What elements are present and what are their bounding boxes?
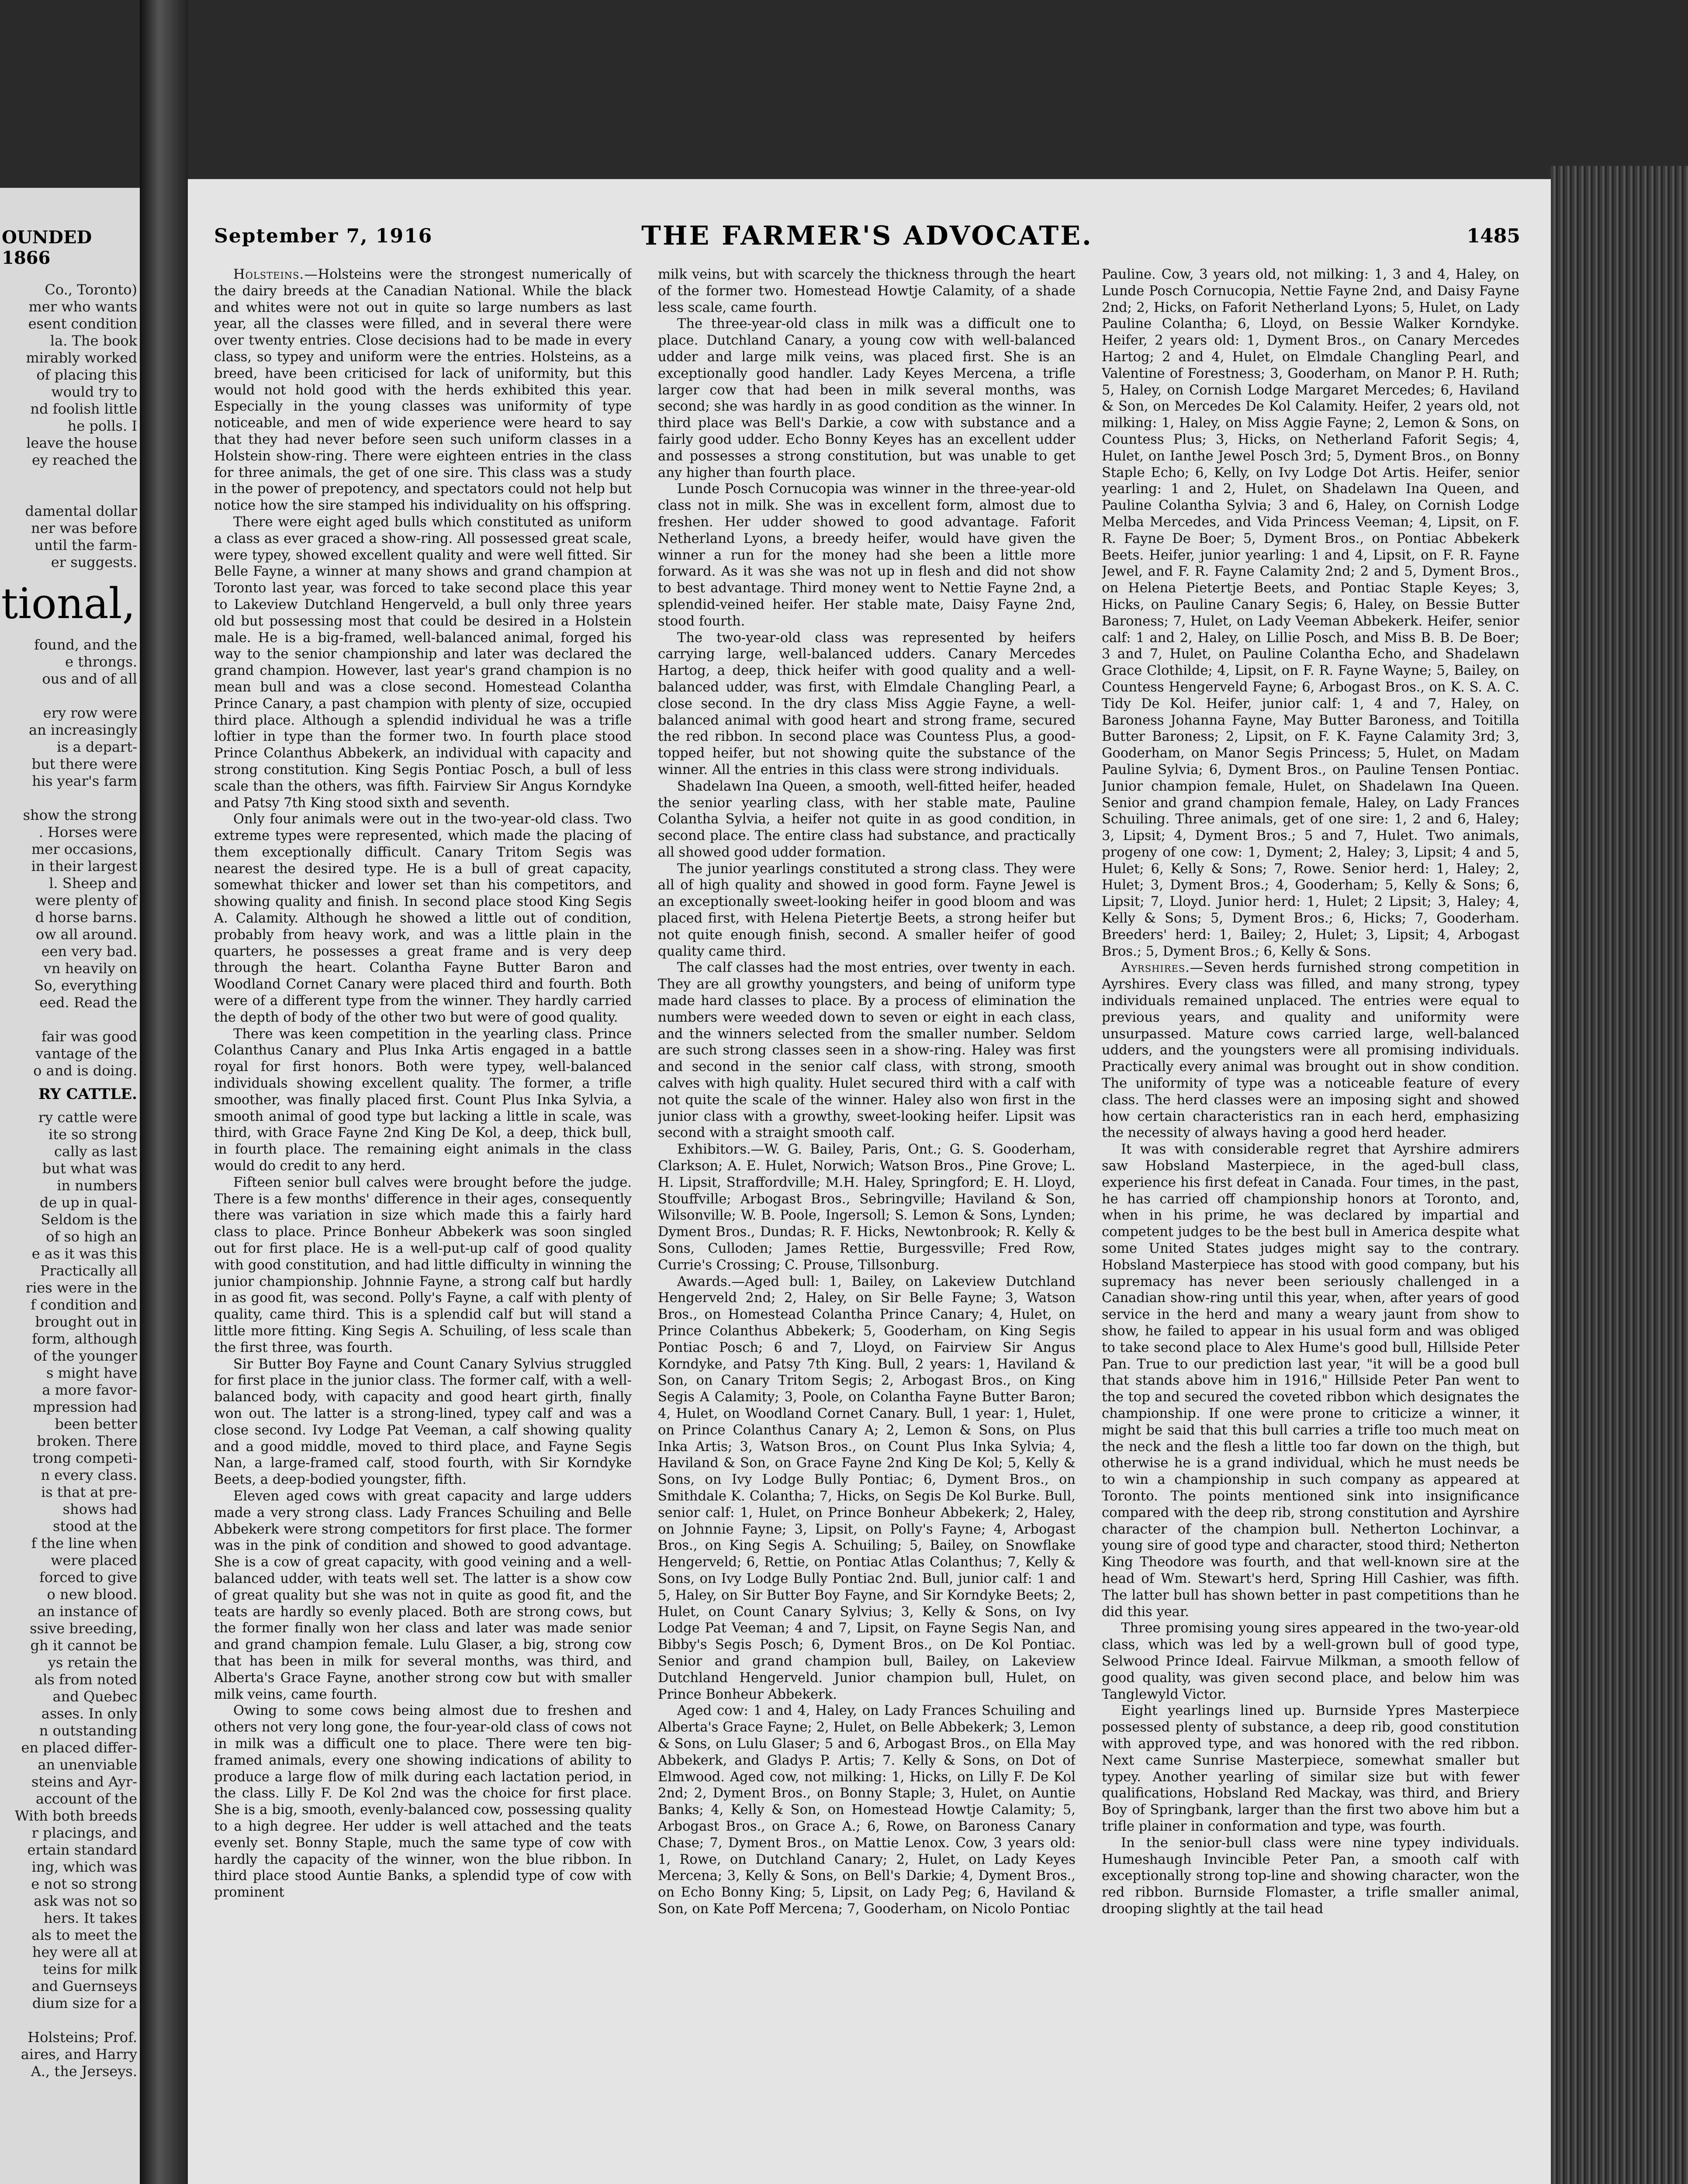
paragraph-text: Fifteen senior bull calves were brought before the judge. There is a few months' difference in their ages, consequently there was variation in size which made this a fairly hard class to place. Prince Bonheur Abbekerk was soon singled out for first place. He is a well-put-up calf of good quality with good constitution, and had little difficulty in winning the junior championship. Johnnie Fayne, a strong calf but hardly in as good fit, was second. Polly's Fayne, a calf with plenty of quality, came third. This is a splendid calf but will stand a little more fitting. King Segis A. Schuiling, of less scale than the first three, was fourth. xyxy=(214,1175,632,1355)
paragraph-text: It was with considerable regret that Ayrshire admirers saw Hobsland Masterpiece, in the aged-bull class, experience his first defeat in Canada. Four times, in the past, he has carried off championship honors at Toronto, and, when in his prime, he was declared by impartial and competent judges to be the best bull in America despite what some United States judges might say to the contrary. Hobsland Masterpiece has stood with good company, but his supremacy has never been seriously challenged in a Canadian show-ring until this year, when, after years of good service in the herd and many a weary jaunt from show to show, he failed to appear in his usual form and was obliged to take second place to Alex Hume's good bull, Hillside Peter Pan. True to our prediction last year, "it will be a good bull that stands above him in 1916," Hillside Peter Pan went to the top and secured the coveted ribbon which designates the championship. If one were prone to criticize a winner, it might be said that this bull carries a trifle too much meat on the neck and the flesh a little too far down on the thigh, but otherwise he is a grand individual, which he must needs be to win a championship in such company as appeared at Toronto. The points mentioned sink into insignificance compared with the deep rib, strong constitution and Ayrshire character of the champion bull. Netherton Lochinvar, a young sire of good type and character, stood third; Netherton King Theodore was fourth, and that well-known sire at the head of Wm. Stewart's herd, Spring Hill Cashier, was fifth. The latter bull has shown better in past competitions than he did this year. xyxy=(1102,1142,1519,1620)
facing-text-line: stood at the xyxy=(53,1518,137,1534)
facing-text-line: an instance of xyxy=(38,1603,137,1620)
paragraph-text: In the senior-bull class were nine typey individuals. Humeshaugh Invincible Peter Pan, a smooth calf with exceptionally strong top-line and showing character, won the red ribbon. Burnside Flomaster, a trifle smaller animal, drooping slightly at the tail head xyxy=(1102,1835,1519,1917)
facing-page-subheading: RY CATTLE. xyxy=(38,1085,137,1103)
article-paragraph xyxy=(214,1488,632,1703)
article-paragraph xyxy=(1102,1141,1519,1620)
facing-text-line: gh it cannot be xyxy=(30,1637,137,1654)
facing-page-header: OUNDED 1866 xyxy=(2,227,92,268)
facing-text-line: ing, which was xyxy=(31,1859,137,1875)
article-columns xyxy=(214,266,1520,2184)
facing-text-line xyxy=(0,790,140,807)
paragraph-text: Owing to some cows being almost due to freshen and others not very long gone, the four-year-old class of cows not in milk was a difficult one to place. There were ten big-framed animals, every one showing indications of ability to produce a large flow of milk during each lactation period, in the class. Lilly F. De Kol 2nd was the choice for first place. She is a big, smooth, evenly-balanced cow, possessing quality to a high degree. Her udder is well attached and the teats evenly set. Bonny Staple, much the same type of cow with hardly the capacity of the winner, won the blue ribbon. In third place stood Auntie Banks, a splendid type of cow with prominent xyxy=(214,1703,632,1901)
facing-text-line: e not so strong xyxy=(31,1876,137,1892)
article-paragraph xyxy=(1102,1620,1519,1703)
facing-text-line: l. Sheep and xyxy=(49,875,137,892)
facing-page xyxy=(0,188,140,2184)
facing-text-line: ertain standard xyxy=(27,1842,137,1858)
facing-text-line: in numbers xyxy=(57,1177,137,1194)
paragraph-text: Pauline. Cow, 3 years old, not milking: 1, 3 and 4, Haley, on Lunde Posch Cornucopia, Nettie Fayne 2nd, and Daisy Fayne 2nd; 2, Hicks, on Faforit Netherland Lyons; 5, Hulet, on Lady Pauline Colantha; 6, Lloyd, on Bessie Walker Korndyke. Heifer, 2 years old: 1, Dyment Bros., on Canary Mercedes Hartog; 2 and 4, Hulet, on Elmdale Changling Pearl, and Valentine of Forestness; 3, Gooderham, on Manor P. H. Ruth; 5, Haley, on Cornish Lodge Margaret Mercedes; 6, Haviland & Son, on Mercedes De Kol Calamity. Heifer, 2 years old, not milking: 1, Haley, on Miss Aggie Fayne; 2, Lemon & Sons, on Countess Plus; 3, Hicks, on Netherland Faforit Segis; 4, Hulet, on Ianthe Jewel Posch 3rd; 5, Dyment Bros., on Bonny Staple Echo; 6, Kelly, on Ivy Lodge Dot Artis. Heifer, senior yearling: 1 and 2, Hulet, on Shadelawn Ina Queen, and Pauline Colantha Sylvia; 3 and 6, Haley, on Cornish Lodge Melba Mercedes, and Vida Princess Veeman; 4, Lipsit, on F. R. Fayne De Boer; 5, Dyment Bros., on Pontiac Abbekerk Beets. Heifer, junior yearling: 1 and 4, Lipsit, on F. R. Fayne Jewel, and F. R. Fayne Calamity 2nd; 2 and 5, Dyment Bros., on Helena Pietertje Beets, and Pontiac Staple Keyes; 3, Hicks, on Pauline Canary Segis; 6, Haley, on Bessie Butter Baroness; 7, Hulet, on Lady Veeman Abbekerk. Heifer, senior calf: 1 and 2, Haley, on Lillie Posch, and Miss B. B. De Boer; 3 and 7, Hulet, on Pauline Colantha Echo, and Shadelawn Grace Clothilde; 4, Lipsit, on F. R. Fayne Wayne; 5, Bailey, on Countess Hengerveld Fayne; 6, Arbogast Bros., on K. S. A. C. Tidy De Kol. Heifer, junior calf: 1, 4 and 7, Haley, on Baroness Johanna Fayne, May Butter Baroness, and Toitilla Butter Baroness; 2, Lipsit, on F. K. Fayne Calamity 3rd; 3, Gooderham, on Manor Segis Princess; 5, Hulet, on Madam Pauline Sylvia; 6, Dyment Bros., on Pauline Tensen Pontiac. Junior champion female, Hulet, on Shadelawn Ina Queen. Senior and grand champion female, Haley, on Lady Frances Schuiling. Three animals, get of one sire: 1, 2 and 6, Haley; 3, Lipsit; 4, Dyment Bros.; 5 and 7, Hulet. Two animals, progeny of one cow: 1, Dyment; 2, Haley; 3, Lipsit; 4 and 5, Hulet; 6, Kelly & Sons; 7, Rowe. Senior herd: 1, Haley; 2, Hulet; 3, Dyment Bros.; 4, Gooderham; 5, Kelly & Sons; 6, Lipsit; 7, Lloyd. Junior herd: 1, Hulet; 2 Lipsit; 3, Haley; 4, Kelly & Sons; 5, Dyment Bros.; 6, Hicks; 7, Gooderham. Breeders' herd: 1, Bailey; 2, Hulet; 3, Lipsit; 4, Arbogast Bros.; 5, Dyment Bros.; 6, Kelly & Sons. xyxy=(1102,267,1519,959)
facing-text-line: n outstanding xyxy=(39,1722,137,1739)
article-paragraph xyxy=(214,1356,632,1488)
facing-text-line: trong competi- xyxy=(32,1450,137,1466)
facing-text-line: vn heavily on xyxy=(43,960,137,977)
facing-text-line: would try to xyxy=(51,384,137,400)
paragraph-text: The two-year-old class was represented by heifers carrying large, well-balanced udders. Canary Mercedes Hartog, a deep, thick heifer with good quality and a well-balanced udder, was first, with Elmdale Changling Pearl, a close second. In the dry class Miss Aggie Fayne, a well-balanced animal with good heart and strong frame, secured the red ribbon. In second place was Countess Plus, a good-topped heifer, but not showing quite the substance of the winner. All the entries in this class were strong individuals. xyxy=(658,630,1076,778)
facing-text-block-top xyxy=(0,281,140,469)
facing-text-line: show the strong xyxy=(23,807,137,823)
facing-text-line: So, everything xyxy=(34,977,137,994)
facing-text-line: f the line when xyxy=(31,1535,137,1552)
paragraph-text: Only four animals were out in the two-year-old class. Two extreme types were represented, which made the placing of them exceptionally difficult. Canary Tritom Segis was nearest the desired type. He is a bull of great capacity, somewhat thicker and lower set than his competitors, and showing quality and finish. In second place stood King Segis A. Calamity. Although he showed a little out of condition, probably from heavy work, and was a little plain in the quarters, he possesses a great frame and is very deep through the heart. Colantha Fayne Butter Baron and Woodland Cornet Canary were placed third and fourth. Both were of a different type from the winner. They hardly carried the depth of body of the other two but were of good quality. xyxy=(214,812,632,1025)
facing-text-line: ous and of all xyxy=(42,670,137,687)
facing-text-line: . Horses were xyxy=(38,824,137,840)
facing-text-line: and Guernseys xyxy=(31,1978,137,1994)
facing-text-line: of the younger xyxy=(33,1348,137,1364)
facing-text-line: ite so strong xyxy=(48,1126,137,1143)
paragraph-text: Exhibitors.—W. G. Bailey, Paris, Ont.; G. S. Gooderham, Clarkson; A. E. Hulet, Norwich; Watson Bros., Pine Grove; L. H. Lipsit, Straffordville; M.H. Haley, Springford; E. H. Lloyd, Stouffville; Arbogast Bros., Sebringville; Haviland & Son, Wilsonville; W. B. Poole, Ingersoll; S. Lemon & Sons, Lynden; Dyment Bros., Dundas; R. F. Hicks, Newtonbrook; R. Kelly & Sons, Culloden; James Rettie, Burgessville; Fred Row, Currie's Crossing; C. Prouse, Tillsonburg. xyxy=(658,1142,1076,1273)
facing-text-line: steins and Ayr- xyxy=(31,1773,137,1790)
paragraph-text: Seven herds furnished strong competition in Ayrshires. Every class was filled, and many strong, typey individuals remained unplaced. The entries were equal to previous years, and quality and uniformity were unsurpassed. Mature cows carried large, well-balanced udders, and the youngsters were all promising individuals. Practically every animal was brought out in show condition. The uniformity of type was a noticeable feature of every class. The herd classes were an imposing sight and showed how certain characteristics ran in each herd, emphasizing the necessity of always having a good herd header. xyxy=(1102,960,1519,1141)
facing-text-line: A., the Jerseys. xyxy=(31,2063,137,2080)
facing-text-line: until the farm- xyxy=(35,537,137,553)
publication-title: THE FARMER'S ADVOCATE. xyxy=(641,221,1093,251)
paragraph-text: There were eight aged bulls which constituted as uniform a class as ever graced a show-ring. All possessed great scale, were typey, showed excellent quality and were well fitted. Sir Belle Fayne, a winner at many shows and grand champion at Toronto last year, was forced to take second place this year to Lakeview Dutchland Hengerveld, a bull only three years old but possessing most that could be desired in a Holstein male. He is a big-framed, well-balanced animal, forged his way to the senior championship and later was declared the grand champion. However, last year's grand champion is no mean bull and was a close second. Homestead Colantha Prince Canary, a past champion with plenty of size, occupied third place. Although a splendid individual he was a trifle loftier in type than the former two. In fourth place stood Prince Colanthus Abbekerk, an individual with capacity and strong constitution. King Segis Pontiac Posch, a bull of less scale than the others, was fifth. Fairview Sir Angus Korndyke and Patsy 7th King stood sixth and seventh. xyxy=(214,514,632,811)
facing-text-line: leave the house xyxy=(26,435,137,451)
paragraph-text: Shadelawn Ina Queen, a smooth, well-fitted heifer, headed the senior yearling class, with her stable mate, Pauline Colantha Sylvia, a heifer not quite in as good condition, in second place. The entire class had substance, and practically all showed good udder formation. xyxy=(658,778,1076,860)
article-paragraph xyxy=(1102,266,1519,960)
column-3 xyxy=(1102,266,1519,2184)
paragraph-text: The three-year-old class in milk was a difficult one to place. Dutchland Canary, a young cow with well-balanced udder and large milk veins, was placed first. She is an exceptionally good handler. Lady Keyes Mercena, a trifle larger cow that had been in milk several months, was second; she was hardly in as good condition as the winner. In third place was Bell's Darkie, a cow with substance and a fairly good udder. Echo Bonny Keyes has an excellent udder and possesses a strong constitution, but was unable to get any higher than fourth place. xyxy=(658,316,1076,480)
article-paragraph xyxy=(658,1141,1076,1273)
facing-text-line: of so high an xyxy=(46,1228,137,1245)
facing-text-line: n every class. xyxy=(41,1467,137,1483)
facing-text-line: were placed xyxy=(51,1552,137,1569)
facing-text-line: als from noted xyxy=(35,1671,137,1688)
paragraph-text: Eleven aged cows with great capacity and large udders made a very strong class. Lady Frances Schuiling and Belle Abbekerk were strong competitors for first place. The former was in the pink of condition and showed to good advantage. She is a cow of great capacity, with good veining and a well-balanced udder, with teats well set. The latter is a show cow of great quality but she was not in quite as good fit, and the teats are hardly so evenly placed. Both are strong cows, but the former finally won her class and later was made senior and grand champion female. Lulu Glaser, a big, strong cow that has been in milk for several months, was third, and Alberta's Grace Fayne, another strong cow but with smaller milk veins, came fourth. xyxy=(214,1488,632,1702)
facing-text-line: is that at pre- xyxy=(41,1484,137,1500)
facing-text-line: ow all around. xyxy=(35,926,137,943)
facing-text-line: o new blood. xyxy=(47,1586,137,1603)
article-paragraph xyxy=(1102,1835,1519,1918)
issue-date: September 7, 1916 xyxy=(214,225,433,247)
facing-text-line: e throngs. xyxy=(65,653,137,670)
facing-text-line: shows had xyxy=(62,1501,137,1517)
article-paragraph xyxy=(658,1274,1076,1703)
facing-text-line: ner was before xyxy=(31,520,137,536)
facing-text-line: of placing this xyxy=(36,366,137,383)
article-paragraph xyxy=(214,514,632,811)
facing-text-line: found, and the xyxy=(34,636,137,653)
facing-text-line: but there were xyxy=(31,756,137,772)
article-paragraph xyxy=(658,481,1076,629)
facing-text-line: and Quebec xyxy=(52,1688,137,1705)
facing-text-line: an increasingly xyxy=(29,722,137,738)
facing-text-line: Seldom is the xyxy=(41,1211,137,1228)
facing-text-line: o and is doing. xyxy=(33,1062,137,1079)
facing-text-line: he polls. I xyxy=(67,418,137,434)
book-gutter xyxy=(140,0,188,2184)
article-paragraph xyxy=(214,1026,632,1175)
facing-text-line: ey reached the xyxy=(31,452,137,468)
article-paragraph xyxy=(214,266,632,514)
paragraph-text: Sir Butter Boy Fayne and Count Canary Sylvius struggled for first place in the junior class. The former calf, with a well-balanced body, with capacity and good heart girth, finally won out. The latter is a strong-lined, typey calf and was a close second. Ivy Lodge Pat Veeman, a calf showing quality and a good middle, moved to third place, and Fayne Segis Nan, a large-framed calf, stood fourth, with Sir Korndyke Beets, a deep-bodied youngster, fifth. xyxy=(214,1356,632,1488)
facing-text-line: an unenviable xyxy=(38,1756,137,1773)
article-paragraph xyxy=(1102,960,1519,1141)
facing-text-line: mpression had xyxy=(33,1399,137,1415)
facing-text-line: account of the xyxy=(35,1790,137,1807)
paragraph-text: milk veins, but with scarcely the thickness through the heart of the former two. Homestead Howtje Calamity, of a shade less scale, came fourth. xyxy=(658,267,1076,315)
facing-text-line xyxy=(0,688,140,705)
article-paragraph xyxy=(1102,1703,1519,1835)
facing-text-line: damental dollar xyxy=(25,503,137,519)
facing-text-line: hey were all at xyxy=(32,1944,137,1960)
facing-text-line: been better xyxy=(55,1416,137,1432)
facing-text-line: mer occasions, xyxy=(31,841,137,857)
facing-text-line: is a depart- xyxy=(56,739,137,755)
facing-text-line: e as it was this xyxy=(31,1245,137,1262)
facing-text-line: Practically all xyxy=(40,1262,137,1279)
facing-text-line: teins for milk xyxy=(42,1961,137,1977)
facing-text-line: aires, and Harry xyxy=(21,2046,137,2063)
facing-text-line: asses. In only xyxy=(41,1705,137,1722)
article-paragraph xyxy=(214,811,632,1026)
facing-page-big-heading: tional, xyxy=(1,579,135,628)
facing-text-line: Holsteins; Prof. xyxy=(28,2029,137,2046)
page-number: 1485 xyxy=(1467,225,1520,247)
facing-text-line: a more favor- xyxy=(42,1382,137,1398)
article-paragraph xyxy=(658,630,1076,778)
section-runin-heading: Ayrshires.— xyxy=(1121,960,1204,976)
paragraph-text: There was keen competition in the yearling class. Prince Colanthus Canary and Plus Inka Artis engaged in a battle royal for first honors. Both were typey, well-balanced individuals showing excellent quality. The former, a trifle smoother, was finally placed first. Count Plus Inka Sylvia, a smooth animal of good type but lacking a little in scale, was third, with Grace Fayne 2nd King De Kol, a deep, thick bull, in fourth place. The remaining eight animals in the class would do credit to any herd. xyxy=(214,1026,632,1174)
facing-text-line: dium size for a xyxy=(32,1995,137,2011)
paragraph-text: Aged cow: 1 and 4, Haley, on Lady Frances Schuiling and Alberta's Grace Fayne; 2, Hulet, on Belle Abbekerk; 3, Lemon & Sons, on Lulu Glaser; 5 and 6, Arbogast Bros., on Ella May Abbekerk, and Gladys P. Artis; 7. Kelly & Sons, on Dot of Elmwood. Aged cow, not milking: 1, Hicks, on Lilly F. De Kol 2nd; 2, Dyment Bros., on Bonny Staple; 3, Hulet, on Auntie Banks; 4, Kelly & Son, on Homestead Howtje Calamity; 5, Arbogast Bros., on Grace A.; 6, Rowe, on Baroness Canary Chase; 7, Dyment Bros., on Mattie Lenox. Cow, 3 years old: 1, Rowe, on Dutchland Canary; 2, Hulet, on Lady Keyes Mercena; 3, Kelly & Sons, on Bell's Darkie; 4, Dyment Bros., on Echo Bonny King; 5, Lipsit, on Lady Peg; 6, Haviland & Son, on Kate Poff Mercena; 7, Gooderham, on Nicolo Pontiac xyxy=(658,1703,1076,1917)
paragraph-text: The calf classes had the most entries, over twenty in each. They are all growthy youngsters, and being of uniform type made hard classes to place. By a process of elimination the numbers were weeded down to seven or eight in each class, and the winners selected from the smaller number. Seldom are such strong classes seen in a show-ring. Haley was first and second in the senior calf class, with strong, smooth calves with high quality. Hulet secured third with a calf with not quite the scale of the winner. Haley also won first in the junior class with a growthy, sweet-looking heifer. Lipsit was second with a straight smooth calf. xyxy=(658,960,1076,1141)
facing-text-line: d horse barns. xyxy=(35,909,137,926)
facing-text-line: but what was xyxy=(42,1160,137,1177)
facing-text-line: Co., Toronto) xyxy=(45,281,137,298)
column-1 xyxy=(214,266,632,2184)
facing-text-block-a xyxy=(0,636,140,1079)
facing-text-line: de up in qual- xyxy=(39,1194,137,1211)
paragraph-text: The junior yearlings constituted a strong class. They were all of high quality and showed in good form. Fayne Jewel is an exceptionally sweet-looking heifer in good bloom and was placed first, with Helena Pietertje Beets, a strong heifer but not quite enough finish, second. A smaller heifer of good quality came third. xyxy=(658,861,1076,959)
facing-text-line: nd foolish little xyxy=(30,401,137,417)
facing-text-line: broken. There xyxy=(37,1433,137,1449)
section-runin-heading: Holsteins.— xyxy=(233,267,318,282)
main-page xyxy=(188,179,1551,2184)
facing-text-line: With both breeds xyxy=(14,1807,137,1824)
paragraph-text: Awards.—Aged bull: 1, Bailey, on Lakeview Dutchland Hengerveld 2nd; 2, Haley, on Sir Belle Fayne; 3, Watson Bros., on Homestead Colantha Prince Canary; 4, Hulet, on Prince Colanthus Abbekerk; 5, Gooderham, on King Segis Pontiac Posch; 6 and 7, Lloyd, on Fairview Sir Angus Korndyke, and Patsy 7th King. Bull, 2 years: 1, Haviland & Son, on Canary Tritom Segis; 2, Arbogast Bros., on King Segis A Calamity; 3, Poole, on Colantha Fayne Butter Baron; 4, Hulet, on Woodland Cornet Canary. Bull, 1 year: 1, Hulet, on Prince Colanthus Canary A; 2, Lemon & Sons, on Plus Inka Artis; 3, Watson Bros., on Count Plus Inka Sylvia; 4, Haviland & Son, on Grace Fayne 2nd King De Kol; 5, Kelly & Sons, on Ivy Lodge Bully Pontiac; 6, Dyment Bros., on Smithdale K. Colantha; 7, Hicks, on Segis De Kol Burke. Bull, senior calf: 1, Hulet, on Prince Bonheur Abbekerk; 2, Haley, on Johnnie Fayne; 3, Lipsit, on Polly's Fayne; 4, Arbogast Bros., on King Segis A. Schuiling; 5, Bailey, on Snowflake Hengerveld; 6, Rettie, on Pontiac Atlas Colanthus; 7, Kelly & Sons, on Ivy Lodge Bully Pontiac 2nd. Bull, junior calf: 1 and 5, Haley, on Sir Butter Boy Fayne, and Sir Korndyke Beets; 2, Hulet, on Count Canary Sylvius; 3, Kelly & Sons, on Ivy Lodge Pat Veeman; 4 and 7, Lipsit, on Fayne Segis Nan, and Bibby's Segis Posch; 6, Dyment Bros., on De Kol Pontiac. Senior and grand champion bull, Bailey, on Lakeview Dutchland Hengerveld. Junior champion bull, Hulet, on Prince Bonheur Abbekerk. xyxy=(658,1274,1076,1702)
facing-text-line: ries were in the xyxy=(25,1279,137,1296)
facing-text-block-b xyxy=(0,1109,140,2080)
paragraph-text: Three promising young sires appeared in the two-year-old class, which was led by a well-grown bull of good type, Selwood Prince Ideal. Fairvue Milkman, a smooth fellow of good quality, was given second place, and below him was Tanglewyld Victor. xyxy=(1102,1621,1519,1702)
facing-text-line: f condition and xyxy=(31,1296,137,1313)
article-paragraph xyxy=(214,1703,632,1901)
facing-text-line: er suggests. xyxy=(51,554,137,570)
facing-text-line: mer who wants xyxy=(28,298,137,315)
facing-text-line: forced to give xyxy=(39,1569,137,1586)
facing-text-line: en placed differ- xyxy=(21,1739,137,1756)
paragraph-text: Eight yearlings lined up. Burnside Ypres Masterpiece possessed plenty of substance, a deep rib, good constitution with approved type, and was honored with the red ribbon. Next came Sunrise Masterpiece, somewhat smaller but typey. Another yearling of similar size but with fewer qualifications, Hobsland Red Mackay, was third, and Briery Boy of Springbank, larger than the first two above him but a trifle plainer in conformation and type, was fourth. xyxy=(1102,1703,1519,1834)
facing-text-line: ery row were xyxy=(43,705,137,721)
facing-text-line: hers. It takes xyxy=(44,1910,137,1926)
facing-text-line: ys retain the xyxy=(48,1654,137,1671)
running-head xyxy=(214,221,1520,251)
facing-text-line: mirably worked xyxy=(26,349,137,366)
article-paragraph xyxy=(658,316,1076,481)
facing-text-line: were plenty of xyxy=(35,892,137,909)
paragraph-text: Holsteins were the strongest numerically of the dairy breeds at the Canadian National. While the black and whites were not out in quite so large numbers as last year, all the classes were filled, and in several there were over twenty entries. Close decisions had to be made in every class, so typey and uniform were the entries. Holsteins, as a breed, have been criticised for lack of uniformity, but this would not hold good with the herds exhibited this year. Especially in the young classes was uniformity of type noticeable, and men of wide experience were heard to say that they had never before seen such uniform classes in a Holstein show-ring. There were eighteen entries in the class for three animals, the get of one sire. This class was a study in the power of prepotency, and spectators could not help but notice how the sire stamped his individuality on his offspring. xyxy=(214,267,632,514)
facing-text-line: s might have xyxy=(46,1365,137,1381)
facing-text-line xyxy=(0,2012,140,2029)
facing-text-line: his year's farm xyxy=(32,773,137,789)
article-paragraph xyxy=(658,1703,1076,1917)
facing-text-line: eed. Read the xyxy=(39,994,137,1011)
facing-text-line: form, although xyxy=(32,1330,137,1347)
facing-text-line: in their largest xyxy=(31,858,137,874)
column-2 xyxy=(658,266,1076,2184)
paragraph-text: Lunde Posch Cornucopia was winner in the three-year-old class not in milk. She was in excellent form, almost due to freshen. Her udder showed to good advantage. Faforit Netherland Lyons, a breedy heifer, would have given the winner a run for the money had she been a little more forward. As it was she was not up in flesh and did not show to best advantage. Third money went to Nettie Fayne 2nd, a splendid-veined heifer. Her stable mate, Daisy Fayne 2nd, stood fourth. xyxy=(658,481,1076,629)
facing-text-line: als to meet the xyxy=(31,1927,137,1943)
facing-text-line: r placings, and xyxy=(31,1825,137,1841)
facing-text-block-mid xyxy=(0,503,140,571)
facing-text-line: fair was good xyxy=(41,1028,137,1045)
article-paragraph xyxy=(658,861,1076,960)
article-paragraph xyxy=(658,266,1076,316)
article-paragraph xyxy=(214,1175,632,1356)
book-page-edges xyxy=(1551,166,1688,2184)
article-paragraph xyxy=(658,778,1076,861)
facing-text-line: vantage of the xyxy=(35,1045,137,1062)
facing-text-line: ssive breeding, xyxy=(30,1620,137,1637)
facing-text-line: esent condition xyxy=(28,315,137,332)
facing-text-line: ask was not so xyxy=(34,1893,137,1909)
facing-text-line: ry cattle were xyxy=(38,1109,137,1126)
facing-text-line: cally as last xyxy=(54,1143,137,1160)
facing-text-line: brought out in xyxy=(35,1313,137,1330)
facing-text-line: een very bad. xyxy=(41,943,137,960)
article-paragraph xyxy=(658,960,1076,1141)
facing-text-line xyxy=(0,1011,140,1028)
facing-text-line: la. The book xyxy=(50,332,137,349)
